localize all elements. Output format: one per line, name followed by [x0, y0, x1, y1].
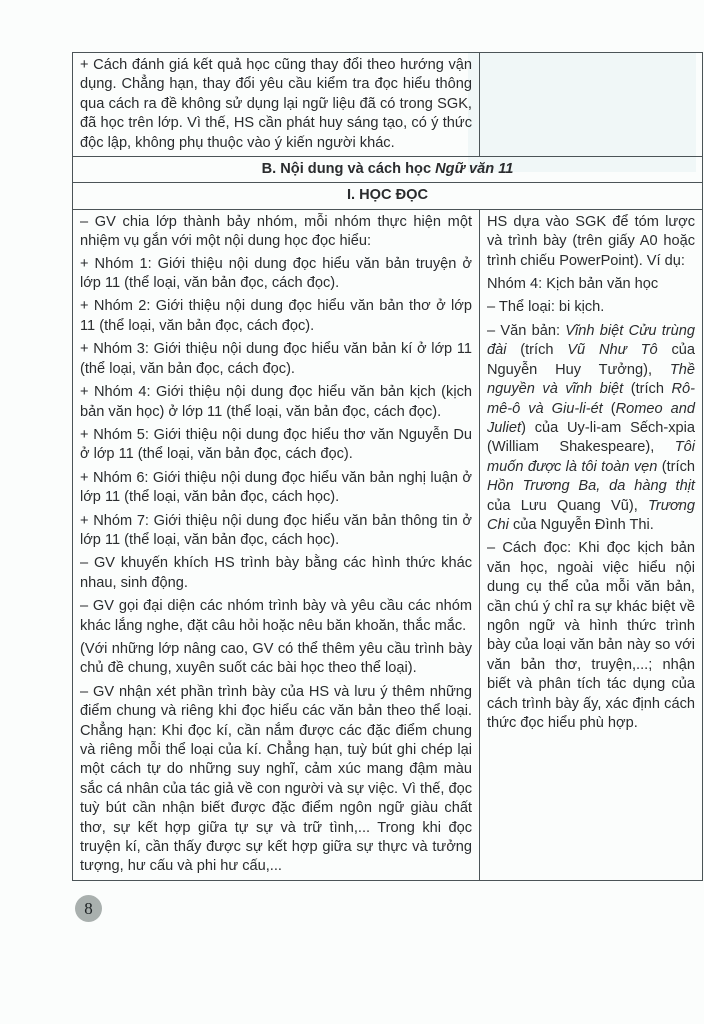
text-fragment: của Nguyễn Đình Thi. — [508, 516, 654, 533]
text-fragment: của Lưu Quang Vũ), — [487, 497, 648, 514]
reading-method: – Cách đọc: Khi đọc kịch bản văn học, ngoài việc hiểu nội dung cụ thể của mỗi văn bản, cần chú ý chỉ ra sự khác biệt về ngôn ngữ và hình thức trình bày của loại văn bản này so với văn bản thơ, truyện,...; nhận biết và phân tích tác dụng của cách trình bày ấy, xác định cách thức đọc hiểu phù hợp. — [487, 540, 695, 731]
text-fragment: của Nguyễn Huy Tưởng), — [487, 342, 695, 378]
work-title: Vũ Như Tô — [567, 342, 658, 359]
table-row — [73, 157, 703, 183]
paragraph: – GV gọi đại diện các nhóm trình bày và yêu cầu các nhóm khác lắng nghe, đặt câu hỏi hoặc nêu băn khoăn, thắc mắc. — [80, 598, 472, 634]
group-item: + Nhóm 2: Giới thiệu nội dung đọc hiểu văn bản thơ ở lớp 11 (thể loại, văn bản đọc, cách đọc). — [80, 298, 472, 334]
table-row — [73, 53, 703, 157]
intro-cell — [73, 53, 480, 157]
text-fragment: ( — [602, 400, 616, 417]
group-item: + Nhóm 4: Giới thiệu nội dung đọc hiểu văn bản kịch (kịch bản văn học) ở lớp 11 (thể loại, văn bản đọc, cách đọc). — [80, 384, 472, 420]
work-title: Vĩnh biệt Cửu trùng đài — [487, 322, 696, 359]
section-heading-book-title: Ngữ văn 11 — [435, 161, 514, 178]
paragraph: – GV nhận xét phần trình bày của HS và lưu ý thêm những điểm chung và riêng khi đọc hiểu các văn bản theo thể loại. Chẳng hạn: Khi đọc kí, cần nắm được các đặc điểm chung và riêng mỗi thể loại của kí. Chẳng hạn, tuỳ bút ghi chép lại một cách tự do những suy nghĩ, cảm xúc mang đậm màu sắc cá nhân của tác giả về con người và sự việc. Vì thế, đọc tuỳ bút cần nhận biết được đặc điểm ngôn ngữ giàu chất thơ, sự kết hợp giữa tự sự và trữ tình,... Trong khi đọc truyện kí, cần thấy được sự kết hợp giữa sự thực và tưởng tượng, hư cấu và phi hư cấu,... — [80, 683, 472, 875]
text-fragment: (trích — [506, 342, 568, 359]
work-title: Romeo and Juliet — [487, 400, 695, 436]
page-number-badge: 8 — [75, 895, 102, 922]
work-title: Thề nguyền và vĩnh biệt — [487, 361, 695, 398]
text-fragment: (trích — [623, 381, 672, 398]
texts-paragraph — [487, 322, 695, 535]
genre-line: – Thể loại: bi kịch. — [487, 299, 605, 316]
text-fragment: (trích — [657, 458, 696, 475]
paragraph: – GV khuyến khích HS trình bày bằng các hình thức khác nhau, sinh động. — [80, 555, 472, 591]
student-activity-cell — [480, 209, 703, 880]
table-row — [73, 209, 703, 880]
subsection-heading — [73, 183, 703, 209]
subsection-heading-text: I. HỌC ĐỌC — [346, 187, 429, 204]
group-item: + Nhóm 5: Giới thiệu nội dung đọc hiểu thơ văn Nguyễn Du ở lớp 11 (thể loại, văn bản đọc, cách đọc). — [80, 426, 472, 463]
work-title: Tôi muốn được là tôi toàn vẹn — [487, 439, 695, 475]
teacher-activity-cell — [73, 209, 480, 880]
lesson-table — [72, 52, 703, 881]
paragraph: (Với những lớp nâng cao, GV có thể thêm yêu cầu trình bày chủ đề chung, xuyên suốt các bài học theo thể loại). — [80, 640, 472, 677]
work-title: Rô-mê-ô và Giu-li-ét — [487, 381, 695, 417]
text-fragment: ) của Uy-li-am Sếch-xpia (William Shakespeare), — [487, 419, 695, 456]
group-item: + Nhóm 6: Giới thiệu nội dung đọc hiểu văn bản nghị luận ở lớp 11 (thể loại, văn bản đọc, cách học). — [80, 469, 472, 506]
text-fragment: – Văn bản: — [487, 322, 566, 339]
empty-cell — [480, 53, 703, 157]
paragraph: – GV chia lớp thành bảy nhóm, mỗi nhóm thực hiện một nhiệm vụ gắn với một nội dung học đọc hiểu: — [80, 213, 472, 250]
work-title: Trương Chi — [487, 497, 695, 533]
section-heading-prefix: B. Nội dung và cách học — [261, 161, 436, 178]
table-row — [73, 183, 703, 209]
group-title: Nhóm 4: Kịch bản văn học — [487, 276, 659, 293]
group-item: + Nhóm 3: Giới thiệu nội dung đọc hiểu văn bản kí ở lớp 11 (thể loại, văn bản đọc, cách đọc). — [80, 341, 472, 377]
intro-text: + Cách đánh giá kết quả học cũng thay đổi theo hướng vận dụng. Chẳng hạn, thay đổi yêu cầu kiểm tra đọc hiểu thông qua cách ra đề không sử dụng lại ngữ liệu đã có trong SGK, đã học trên lớp. Vì thế, HS cần phát huy sáng tạo, có ý thức độc lập, không phụ thuộc vào ý kiến người khác. — [80, 57, 472, 151]
section-heading — [73, 157, 703, 183]
group-item: + Nhóm 7: Giới thiệu nội dung đọc hiểu văn bản thông tin ở lớp 11 (thể loại, văn bản đọc, cách học). — [80, 512, 472, 548]
group-item: + Nhóm 1: Giới thiệu nội dung đọc hiểu văn bản truyện ở lớp 11 (thể loại, văn bản đọc, cách đọc). — [80, 255, 472, 292]
paragraph: HS dựa vào SGK để tóm lược và trình bày (trên giấy A0 hoặc trình chiếu PowerPoint). Ví dụ: — [487, 213, 695, 269]
work-title: Hồn Trương Ba, da hàng thịt — [487, 478, 695, 495]
